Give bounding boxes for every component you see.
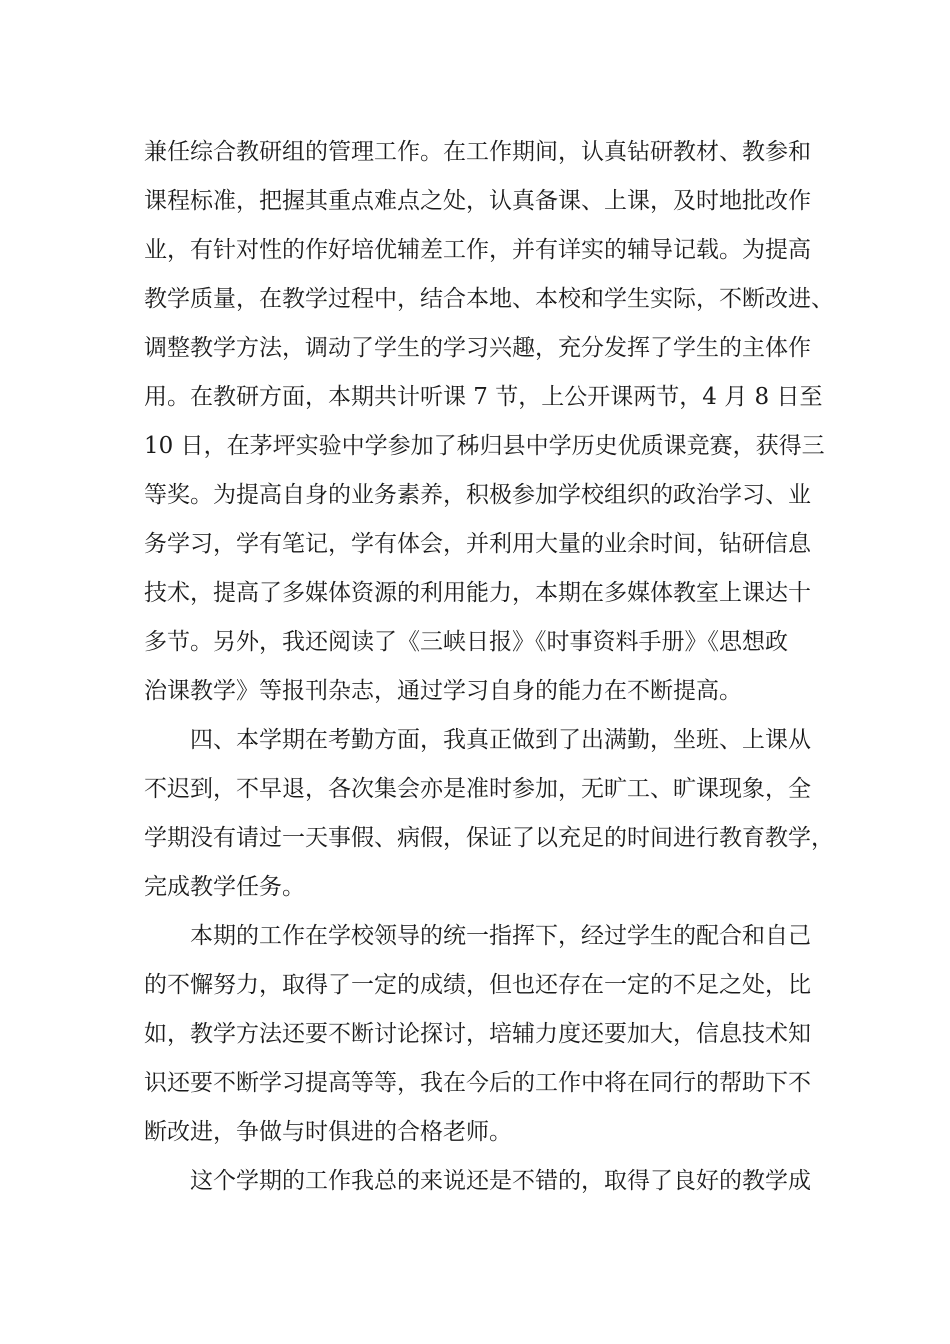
text-line: 课程标准，把握其重点难点之处，认真备课、上课，及时地批改作: [144, 188, 811, 214]
text-line: 完成教学任务。: [144, 874, 305, 900]
text-line: 断改进，争做与时俱进的合格老师。: [144, 1119, 512, 1145]
text-line: 的不懈努力，取得了一定的成绩，但也还存在一定的不足之处，比: [144, 972, 811, 998]
text-line: 业，有针对性的作好培优辅差工作，并有详实的辅导记载。为提高: [144, 237, 811, 263]
text-line: 用。在教研方面，本期共计听课 7 节，上公开课两节，4 月 8 日至: [144, 384, 823, 410]
text-line: 务学习，学有笔记，学有体会，并利用大量的业余时间，钻研信息: [144, 531, 811, 557]
text-line: 教学质量，在教学过程中，结合本地、本校和学生实际，不断改进、: [144, 286, 834, 312]
text-line: 如，教学方法还要不断讨论探讨，培辅力度还要加大，信息技术知: [144, 1021, 811, 1047]
text-line: 识还要不断学习提高等等，我在今后的工作中将在同行的帮助下不: [144, 1070, 811, 1096]
text-line: 调整教学方法，调动了学生的学习兴趣，充分发挥了学生的主体作: [144, 335, 811, 361]
text-line: 等奖。为提高自身的业务素养，积极参加学校组织的政治学习、业: [144, 482, 811, 508]
text-line: 治课教学》等报刊杂志，通过学习自身的能力在不断提高。: [144, 678, 742, 704]
text-line: 多节。另外，我还阅读了《三峡日报》《时事资料手册》《思想政: [144, 629, 788, 655]
body-text: [144, 128, 834, 1206]
text-line: 10 日，在茅坪实验中学参加了秭归县中学历史优质课竞赛，获得三: [144, 433, 825, 459]
text-line: 四、本学期在考勤方面，我真正做到了出满勤，坐班、上课从: [190, 727, 811, 753]
text-line: 不迟到，不早退，各次集会亦是准时参加，无旷工、旷课现象，全: [144, 776, 811, 802]
text-line: 兼任综合教研组的管理工作。在工作期间，认真钻研教材、教参和: [144, 139, 811, 165]
text-line: 这个学期的工作我总的来说还是不错的，取得了良好的教学成: [190, 1168, 811, 1194]
text-line: 学期没有请过一天事假、病假，保证了以充足的时间进行教育教学，: [144, 825, 834, 851]
text-line: 本期的工作在学校领导的统一指挥下，经过学生的配合和自己: [190, 923, 811, 949]
text-line: 技术，提高了多媒体资源的利用能力，本期在多媒体教室上课达十: [144, 580, 811, 606]
